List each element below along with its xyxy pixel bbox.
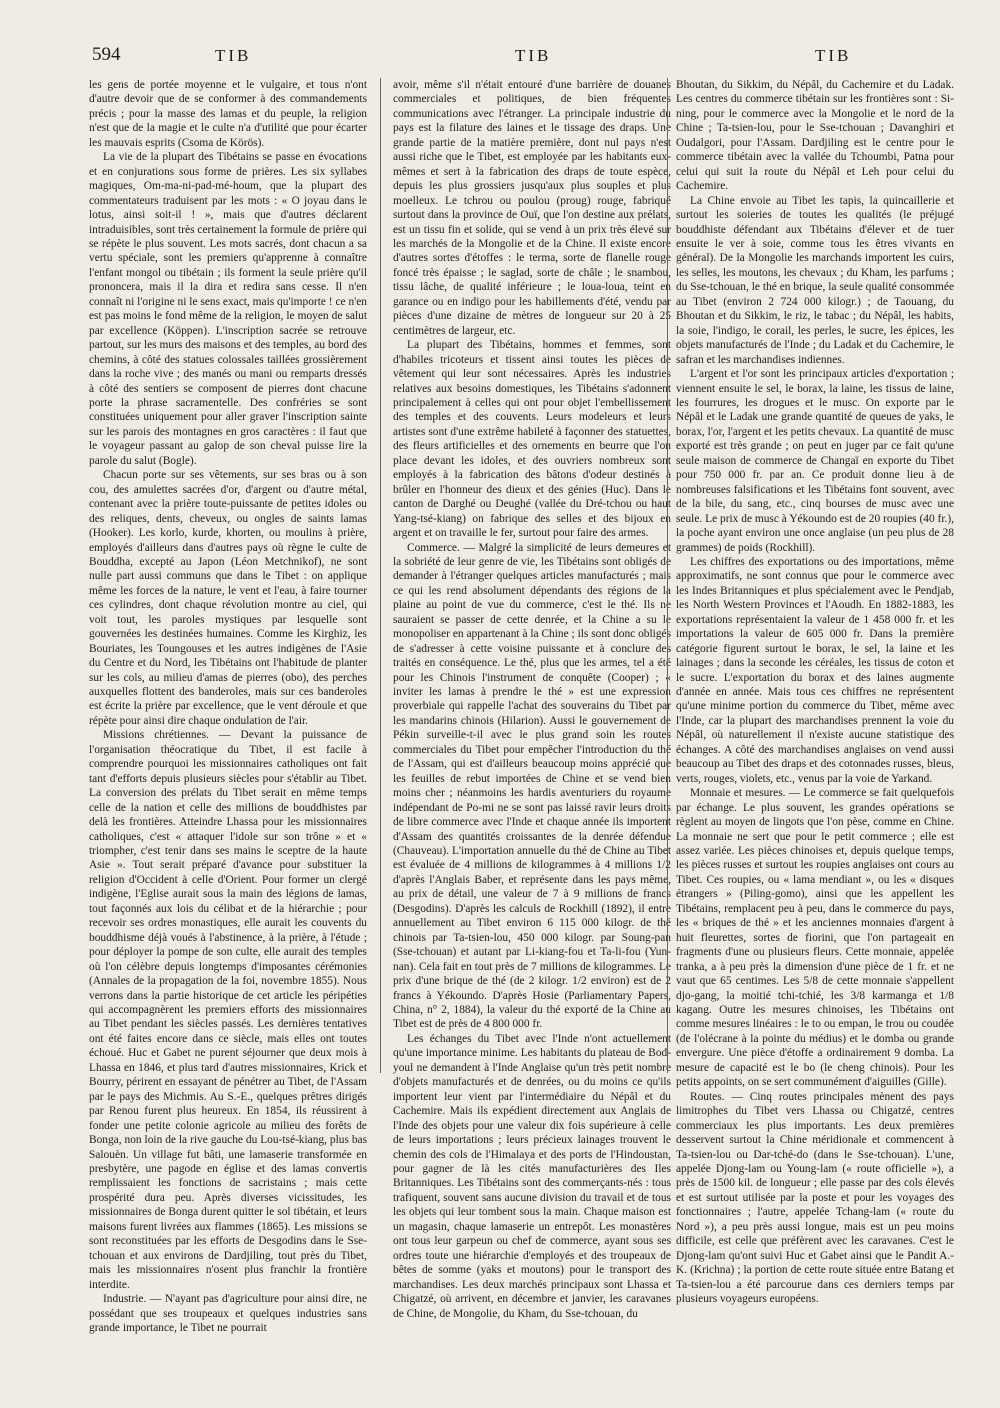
column-divider [667, 78, 668, 1073]
paragraph: Chacun porte sur ses vêtements, sur ses bras ou à son cou, des amulettes sacrées d'or, d'argent ou d'autre métal, contenant avec la prière toute-puissante de petites idoles ou des reliques, dents, cheveux, ou ongles de saints lamas (Hooker). Les korlo, kurde, khorten, ou moulins à prière, employés d'ailleurs dans d'autres pays où règne le culte de Bouddha, excepté au Japon (Léon Metchnikof), ne sont nulle part aussi communs que dans le Tibet : on applique même les forces de la nature, le vent et l'eau, à faire tourner ces cylindres, dont chaque révolution montre au ciel, qui voit tout, les paroles mystiques par lesquelle sont gouvernées les destinées humaines. Comme les Kirghiz, les Bouriates, les Toungouses et les autres indigènes de l'Asie du Centre et du Nord, les Tibétains ont l'habitude de planter sur les cols, au milieu d'amas de pierres (obo), des perches auxquelles flottent des banderoles, mais sur ces banderoles est écrite la prière par excellence, que le vent déroule et que répète pour ainsi dire chaque ondulation de l'air. [89, 469, 367, 727]
paragraph: les gens de portée moyenne et le vulgaire, et tous n'ont d'autre devoir que de se conformer à des commandements précis ; pour la masse des lamas et du peuple, la religion n'est que de la magie et le culte n'a d'utilité que pour écarter les mauvais esprits (Csoma de Körös). [89, 79, 367, 149]
running-head-center: TIB [515, 46, 552, 65]
paragraph: L'argent et l'or sont les principaux articles d'exportation ; viennent ensuite le sel, le borax, la laine, les tissus de laine, les fourrures, les drogues et le musc. On exporte par le Népâl et le Ladak une grande quantité de queues de yaks, le borax, l'or, l'argent et les petits chevaux. La quantité de musc exporté est très grande ; on peut en juger par ce fait qu'une seule maison de commerce de Changaï en exporte du Tibet pour 750 000 fr. par an. Ce produit donne lieu à de nombreuses falsifications et les Tibétains font souvent, avec de la bile, du sang, etc., cinq bourses de musc avec une seule. Le prix de musc à Yékoundo est de 20 roupies (40 fr.), la poche ayant environ une once anglaise (un peu plus de 28 grammes) de poids (Rockhill). [676, 368, 954, 554]
paragraph: Monnaie et mesures. — Le commerce se fait quelquefois par échange. Le plus souvent, les grandes opérations se règlent au moyen de lingots que l'on pèse, comme en Chine. La monnaie ne sert que pour le petit commerce ; elle est assez variée. Les pièces chinoises et, depuis quelque temps, les pièces russes et surtout les roupies anglaises ont cours au Tibet. Ces roupies, ou « lama mendiant », ou les « disques étrangers » (Piling-gomo), ainsi que les appellent les Tibétains, remplacent peu à peu, dans le commerce du pays, les « briques de thé » et les anciennes monnaies d'argent à huit fleurettes, sortes de fiorini, que l'on partageait en fragments d'une ou plusieurs fleurs. Cette monnaie, appelée tranka, a à peu près la dimension d'une pièce de 1 fr. et ne vaut que 65 centimes. Les 5/8 de cette monnaie s'appellent djo-gang, la moitié tchi-tchié, les 3/8 karmanga et 1/8 kagang. Outre les mesures chinoises, les Tibétains ont comme mesures linéaires : le to ou empan, le trou ou coudée (de l'olécrane à la pointe du médius) et le domba ou grande envergure. Une pièce d'étoffe a ordinairement 9 domba. La mesure de capacité est le bo (le cheng chinois). Pour les petits appoints, on se sert communément d'aiguilles (Gille). [676, 787, 954, 1089]
paragraph: Missions chrétiennes. — Devant la puissance de l'organisation théocratique du Tibet, il est facile à comprendre pourquoi les missionnaires catholiques ont fait tant d'efforts depuis plusieurs siècles pour s'établir au Tibet. La conversion des prélats du Tibet serait en même temps celle de la nation et celle des millions de bouddhistes par delà les frontières. Atteindre Lhassa pour les missionnaires catholiques, c'est « attaquer l'idole sur son trône » et « triompher, c'est tenir dans ses mains le sceptre de la haute Asie ». Tout serait préparé d'avance pour substituer la religion d'Occident à celle d'Orient. Pour former un clergé indigène, l'Eglise aurait sous la main des légions de lamas, tout façonnés aux lois du célibat et de la hiérarchie ; pour recevoir ses ordres monastiques, elle aurait les couvents du bouddhisme déjà voués à l'abstinence, à la prière, à l'étude ; pour déployer la pompe de son culte, elle aurait des temples où l'on célèbre depuis longtemps d'imposantes cérémonies (Annales de la propagation de la foi, novembre 1855). Nous verrons dans la partie historique de cet article les péripéties qui accompagnèrent les premiers efforts des missionnaires au Tibet pendant les siècles passés. Les dernières tentatives ont été faites encore dans ce siècle, mais elles ont toutes échoué. Huc et Gabet ne purent séjourner que deux mois à Lhassa en 1846, et plus tard d'autres missionnaires, Krick et Bourry, périrent en essayant de pénétrer au Tibet, de l'Assam par le pays des Michmis. Au S.-E., quelques prêtres dirigés par Renou furent plus heureux. En 1854, ils réussirent à fonder une petite colonie agricole au milieu des forêts de Bonga, non loin de la rive gauche du Lou-tsé-kiang, plus bas Salouèn. Un village fut bâti, une lamaserie transformée en presbytère, une pagode en église et des lamas convertis remplissaient les fonctions de sacristains ; mais cette prospérité dura peu. Après diverses vicissitudes, les missionnaires de Bonga durent quitter le sol tibétain, et leurs maisons furent livrées aux flammes (1865). Les missions se sont reconstituées par les efforts de Desgodins dans le Sse-tchouan et aux environs de Dardjiling, tout près du Tibet, mais les missionnaires n'osent plus franchir la frontière interdite. [89, 729, 367, 1291]
page-number: 594 [92, 44, 121, 65]
text-column-2 [393, 78, 671, 1320]
paragraph: La Chine envoie au Tibet les tapis, la quincaillerie et surtout les soieries de toutes les qualités (le préjugé bouddhiste défendant aux Tibétains d'élever et de tuer ensuite le ver à soie, comme tous les êtres vivants en général). De la Mongolie les marchands importent les cuirs, les selles, les moutons, les chevaux ; du Kham, les parfums ; du Sse-tchouan, le thé en brique, la seule qualité consommée au Tibet (environ 2 724 000 kilogr.) ; de Taouang, du Bhoutan et du Sikkim, le riz, le tabac ; du Népâl, les habits, la soie, l'indigo, le corail, les perles, le sucre, les épices, les objets manufacturés de l'Inde ; du Ladak et du Cachemire, le safran et les marchandises indiennes. [676, 194, 954, 366]
text-column-1 [89, 78, 367, 1334]
paragraph: La vie de la plupart des Tibétains se passe en évocations et en conjurations sous forme de prières. Les six syllabes magiques, Om-ma-ni-pad-mé-houm, que la plupart des commentateurs traduisent par les mots : « O joyau dans le lotus, ainsi soit-il ! », mais que d'autres déclarent intraduisibles, sont très certainement la formule de prière qui se répète le plus souvent. Les mots sacrés, dont chacun a sa vertu spéciale, sont les premiers qu'apprenne à connaître l'enfant mongol ou tibétain ; ils forment la seule prière qu'il prononcera, mais il la dira et redira sans cesse. Il n'en connaît ni l'origine ni le sens exact, mais qu'importe ! ce n'en est pas moins le fond même de la religion, le moyen de salut par excellence (Köppen). L'inscription sacrée se retrouve partout, sur les murs des maisons et des temples, au bord des chemins, à côté des statues colossales taillées grossièrement dans la roche vive ; des manés ou mani ou remparts dressés à côté des sentiers se composent de pierres dont chacune porte la phrase sacramentelle. Des confréries se sont constituées uniquement pour aller graver l'inscription sainte sur les parois des montagnes en gros caractères : il faut que le voyageur passant au galop de son cheval puisse lire la parole du salut (Bogle). [89, 151, 367, 467]
paragraph: La plupart des Tibétains, hommes et femmes, sont d'habiles tricoteurs et tissent ainsi toutes les pièces de vêtement qui leur sont nécessaires. Après les industries relatives aux besoins domestiques, les Tibétains s'adonnent principalement à celles qui ont pour objet l'embellissement des temples et des couvents. Leurs modeleurs et leurs artistes sont d'une extrême habileté à façonner des statuettes, des fleurs artificielles et des ornements en beurre que l'on place devant les idoles, et des ouvriers nombreux sont employés à la fabrication des bâtons d'odeur destinés à brûler en l'honneur des dieux et des génies (Huc). Dans le canton de Darghé ou Deughé (vallée du Dré-tchou ou haut Yang-tsé-kiang) on fabrique des selles et des bijoux en argent et on travaille le fer, surtout pour faire des armes. [393, 339, 671, 540]
running-head-right: TIB [815, 46, 852, 65]
paragraph: Les échanges du Tibet avec l'Inde n'ont actuellement qu'une importance minime. Les habitants du plateau de Bod-youl ne demandent à l'Inde Anglaise qu'un très petit nombre d'objets manufacturés et de denrées, ou du moins ce qu'ils importent leur vient par l'intermédiaire du Népâl et du Cachemire. Mais ils expédient directement aux Anglais de l'Inde des objets pour une valeur dix fois supérieure à celle de leurs importations ; leurs précieux lainages trouvent le chemin des cols de l'Himalaya et des ports de l'Hindoustan, pour gagner de là les cités manufacturières des Iles Britanniques. Les Tibétains sont des commerçants-nés : tous trafiquent, souvent sans aucune division du travail et de tous les objets qui leur tombent sous la main. Chaque maison est un magasin, chaque lamaserie un entrepôt. Les monastères ont tous leur garpeun ou chef de commerce, ayant sous ses ordres toute une hiérarchie d'employés et des troupeaux de bêtes de somme (yaks et moutons) pour le transport des marchandises. Les deux marchés principaux sont Lhassa et Chigatzé, où arrivent, en décembre et janvier, les caravanes de Chine, de Mongolie, du Kham, du Sse-tchouan, du [393, 1032, 671, 1320]
column-divider [380, 78, 381, 1073]
paragraph: Bhoutan, du Sikkim, du Népâl, du Cachemire et du Ladak. Les centres du commerce tibétain sur les frontières sont : Si-ning, pour le commerce avec la Mongolie et le nord de la Chine ; Ta-tsien-lou, pour le Sse-tchouan ; Davanghiri et Oudalgori, pour l'Assam. Dardjiling est le centre pour le commerce tibétain avec la vallée du Tchoumbi, Patna pour celui qui suit la route du Népâl et Leh pour celui du Cachemire. [676, 79, 954, 193]
paragraph: Commerce. — Malgré la simplicité de leurs demeures et la sobriété de leur genre de vie, les Tibétains sont obligés de demander à l'étranger quelques articles manufacturés ; mais ce qui les rend absolument dépendants des régions de la plaine au point de vue du commerce, c'est le thé. Ils ne sauraient se passer de cette denrée, et la Chine a su le monopoliser en appartenant à la Chine ; ils sont donc obligés de s'adresser à cette voisine puissante et à conclure des traités en conséquence. Le thé, plus que les armes, tel a été pour les Chinois l'instrument de conquête (Cooper) ; « inviter les lamas à prendre le thé » est une expression proverbiale qui rappelle l'achat des souverains du Tibet par les mandarins chinois (Hilarion). Aussi le gouvernement de Pékin surveille-t-il avec le plus grand soin les routes commerciales du Tibet pour empêcher l'introduction du thé de l'Assam, qui est d'ailleurs beaucoup moins apprécié que les feuilles de rebut importées de Chine et se vend bien moins cher ; néanmoins les hardis aventuriers du royaume indépendant de Po-mi ne se sont pas laissé ravir leurs droits de libre commerce avec l'Inde et chaque année ils importent d'Assam des quantités croissantes de la denrée défendue (Chauveau). L'importation annuelle du thé de Chine au Tibet est évaluée de 4 millions de kilogrammes à 4 millions 1/2 d'après l'Anglais Baber, et représente dans les pays même, au prix de détail, une valeur de 7 à 9 millions de francs (Desgodins). D'après les calculs de Rockhill (1892), il entre annuellement au Tibet environ 6 115 000 kilogr. de thé chinois par Ta-tsien-lou, 450 000 kilogr. par Soung-pan (Sse-tchouan) et autant par Li-kiang-fou et Ta-li-fou (Yun-nan). Cela fait en tout près de 7 millions de kilogrammes. Le prix d'une brique de thé (de 2 kilogr. 1/2 environ) est de 2 francs à Yékoundo. D'après Hosie (Parliamentary Papers, China, n° 2, 1884), la valeur du thé exporté de la Chine au Tibet est de près de 4 800 000 fr. [393, 541, 671, 1031]
paragraph: Les chiffres des exportations ou des importations, même approximatifs, ne sont connus que pour le commerce avec les Indes Britanniques et plus spécialement avec le Pendjab, les North Western Provinces et l'Aoudh. En 1882-1883, les exportations représentaient la valeur de 1 458 000 fr. et les importations la valeur de 605 000 fr. Dans la première catégorie figurent surtout le borax, le sel, la laine et les lainages ; dans la seconde les céréales, les tissus de coton et le sucre. L'exportation du borax et des laines augmente d'année en année. Mais tous ces chiffres ne représentent qu'une minime portion du commerce du Tibet, même avec l'Inde, car la plupart des marchandises prennent la voie du Népâl, où naturellement il n'existe aucune statistique des échanges. A côté des marchandises anglaises on vend aussi beaucoup au Tibet des draps et des cotonnades russes, bleus, verts, rouges, violets, etc., venus par la voie de Yarkand. [676, 555, 954, 785]
paragraph: Industrie. — N'ayant pas d'agriculture pour ainsi dire, ne possédant que ses troupeaux et quelques industries sans grande importance, le Tibet ne pourrait [89, 1293, 367, 1334]
running-head-left: TIB [215, 46, 252, 65]
paragraph: Routes. — Cinq routes principales mènent des pays limitrophes du Tibet vers Lhassa ou Chigatzé, centres commerciaux les plus importants. Les deux premières desservent surtout la Chine méridionale et commencent à Ta-tsien-lou ou Dar-tché-do (dans le Sse-tchouan). L'une, appelée Djong-lam ou Young-lam (« route officielle »), a près de 1500 kil. de longueur ; elle passe par des cols élevés et est surtout utilisée par la poste et pour les voyages des fonctionnaires ; l'autre, appelée Tchang-lam (« route du Nord »), a peu près aussi longue, mais est un peu moins difficile, est celle que préfèrent avec les caravanes. C'est le Djong-lam qu'ont suivi Huc et Gabet ainsi que le Pandit A.-K. (Krichna) ; la portion de cette route située entre Batang et Ta-tsien-lou a été parcourue dans ces derniers temps par plusieurs voyageurs européens. [676, 1090, 954, 1306]
page-header [90, 44, 924, 74]
paragraph: avoir, même s'il n'était entouré d'une barrière de douanes commerciales et politiques, de bien fréquentes communications avec l'étranger. La principale industrie du pays est la filature des laines et le tissage des draps. Une grande partie de la matière première, dont nul pays n'est aussi riche que le Tibet, est employée par les habitants eux-mêmes et sert à la fabrication des draps de toute espèce, depuis les plus grossiers jusqu'aux plus souples et plus moelleux. Le tchrou ou poulou (proug) rouge, fabriqué surtout dans la province de Ouï, que l'on destine aux prélats, est un tissu fin et solide, qui se vend à un prix très élevé sur les marchés de la Mongolie et de la Chine. Il existe encore d'autres sortes d'étoffes : le terma, sorte de flanelle rouge foncé très épaisse ; le saglad, sorte de châle ; le snambou, tissu lâche, de qualité inférieure ; le loua-loua, teint en garance ou en indigo pour les habillements d'été, vendu par pièces d'une dizaine de mètres de longueur sur 20 à 25 centimètres de largeur, etc. [393, 79, 671, 337]
text-column-3 [676, 78, 954, 1306]
